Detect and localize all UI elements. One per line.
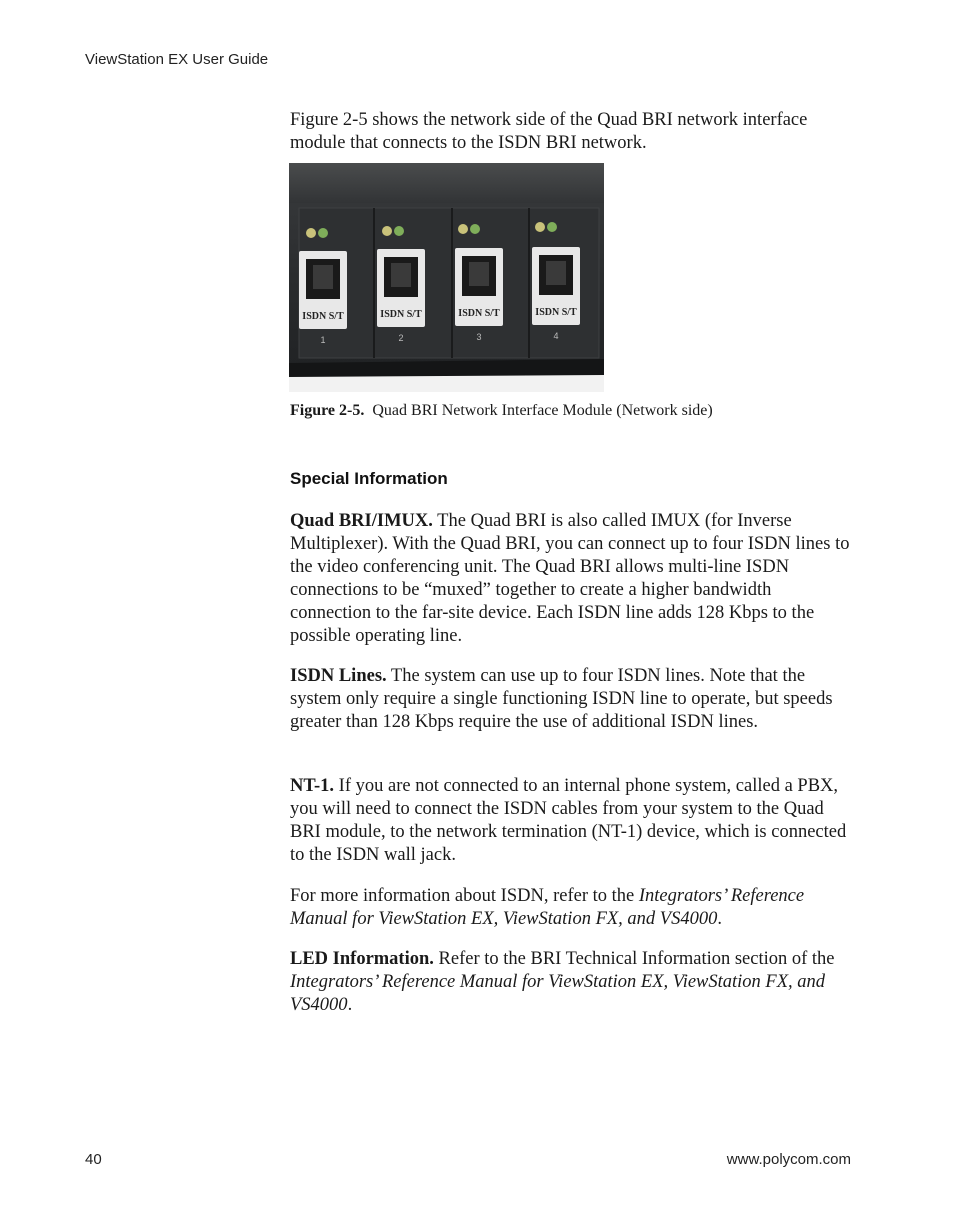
paragraph-end: . xyxy=(717,909,722,929)
footer-website: www.polycom.com xyxy=(726,1151,851,1168)
running-header: ViewStation EX User Guide xyxy=(85,51,269,68)
manual-title-reference: Integrators’ Reference Manual for ViewStation EX, ViewStation FX, and VS4000 xyxy=(290,972,826,1015)
paragraph-body: For more information about ISDN, refer to the xyxy=(290,886,639,906)
paragraph-nt1 xyxy=(290,775,856,867)
port-label: ISDN S/T xyxy=(302,311,344,322)
paragraph-lead: LED Information. xyxy=(290,949,434,969)
figure-caption-text: Quad BRI Network Interface Module (Network side) xyxy=(372,402,713,419)
port-label: ISDN S/T xyxy=(458,308,500,319)
paragraph-quad-bri xyxy=(290,510,856,648)
intro-paragraph: Figure 2-5 shows the network side of the Quad BRI network interface module that connects to the ISDN BRI network. xyxy=(290,110,808,153)
port-number: 2 xyxy=(398,333,404,343)
paragraph-end: . xyxy=(347,995,353,1015)
paragraph-body: The system can use up to four ISDN lines. Note that the system only require a single functioning ISDN line to operate, but speeds greater than 128 Kbps require the use of additional ISDN lines. xyxy=(290,666,833,732)
paragraph-body: The Quad BRI is also called IMUX (for Inverse Multiplexer). With the Quad BRI, you can connect up to four ISDN lines to the video conferencing unit. The Quad BRI allows multi-line ISDN connections to be “muxed” together to create a higher bandwidth connection to the far-site device. Each ISDN line adds 128 Kbps to the possible operating line. xyxy=(290,511,850,646)
port-number: 3 xyxy=(476,332,482,342)
paragraph-body: Refer to the BRI Technical Information section of the xyxy=(433,949,835,969)
manual-title-reference: Integrators’ Reference Manual for ViewStation EX, ViewStation FX, and VS4000 xyxy=(290,886,805,929)
section-heading: Special Information xyxy=(290,469,448,488)
port-number: 4 xyxy=(553,331,559,341)
paragraph-led xyxy=(290,948,856,1017)
paragraph-isdn-lines xyxy=(290,665,856,734)
figure-caption xyxy=(290,402,713,420)
paragraph-lead: Quad BRI/IMUX. xyxy=(290,511,433,531)
port-label: ISDN S/T xyxy=(380,309,422,320)
port-number: 1 xyxy=(320,335,326,345)
page-number: 40 xyxy=(85,1151,102,1168)
paragraph-more-info xyxy=(290,885,856,931)
port-label: ISDN S/T xyxy=(535,307,577,318)
figure-caption-label: Figure 2-5. xyxy=(290,402,365,419)
paragraph-body: If you are not connected to an internal phone system, called a PBX, you will need to connect the ISDN cables from your system to the Quad BRI module, to the network termination (NT-1) device, which is connected to the ISDN wall jack. xyxy=(290,776,847,865)
paragraph-lead: ISDN Lines. xyxy=(290,666,387,686)
quad-bri-module-photo xyxy=(289,163,604,392)
paragraph-lead: NT-1. xyxy=(290,776,335,796)
